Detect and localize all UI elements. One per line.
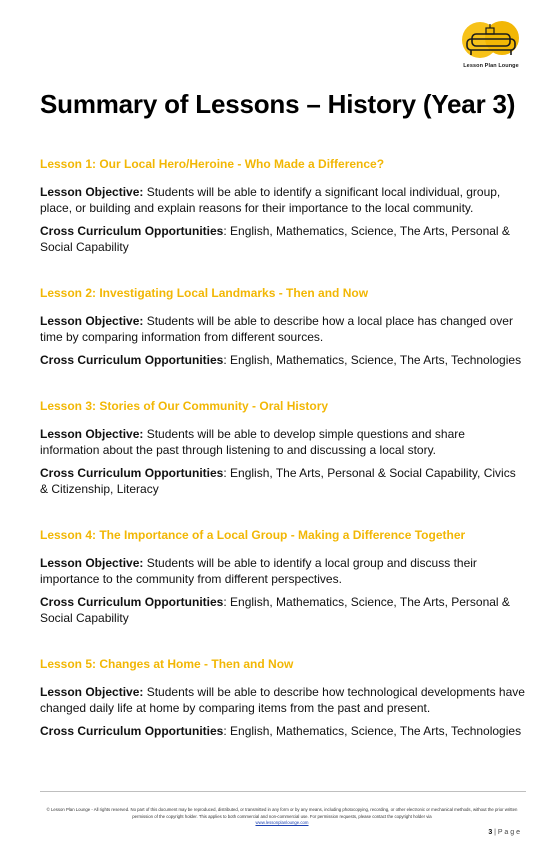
lesson-item bbox=[40, 398, 526, 497]
objective-text: Students will be able to describe how technological developments have changed daily life at home by comparing items from the past and present. bbox=[40, 685, 525, 715]
lesson-cross-curriculum bbox=[40, 594, 526, 626]
objective-label: Lesson Objective: bbox=[40, 556, 144, 570]
cross-text: : English, Mathematics, Science, The Arts, Personal & Social Capability bbox=[40, 595, 510, 625]
footer-website-link[interactable]: www.lessonplanlounge.com bbox=[255, 820, 309, 825]
lesson-cross-curriculum bbox=[40, 223, 526, 255]
lesson-objective bbox=[40, 684, 526, 716]
objective-text: Students will be able to develop simple questions and share information about the past through listening to and discussing a local story. bbox=[40, 427, 465, 457]
lesson-cross-curriculum bbox=[40, 465, 526, 497]
objective-text: Students will be able to identify a local group and discuss their importance to the community from different perspectives. bbox=[40, 556, 477, 586]
lesson-item bbox=[40, 285, 526, 368]
objective-label: Lesson Objective: bbox=[40, 685, 144, 699]
cross-text: : English, Mathematics, Science, The Arts, Technologies bbox=[223, 724, 522, 738]
copyright-text: © Lesson Plan Lounge - All rights reserved. No part of this document may be reproduced, distributed, or transmitted in any form or by any means, including photocopying, recording, or other electronic or mechanical methods, without the prior written permission of the copyright holder. This applies to both commercial and non-commercial use. For permission requests, please contact the copyright holder via bbox=[46, 807, 518, 819]
sofa-icon bbox=[458, 20, 524, 62]
page-number-value: 3 bbox=[488, 829, 493, 836]
lesson-objective bbox=[40, 555, 526, 587]
cross-label: Cross Curriculum Opportunities bbox=[40, 353, 224, 367]
lesson-item bbox=[40, 656, 526, 739]
lesson-heading: Lesson 1: Our Local Hero/Heroine - Who Made a Difference? bbox=[40, 157, 385, 171]
cross-text: : English, The Arts, Personal & Social Capability, Civics & Citizenship, Literacy bbox=[40, 466, 516, 496]
page-title: Summary of Lessons – History (Year 3) bbox=[40, 89, 516, 119]
brand-logo bbox=[458, 20, 524, 74]
lesson-heading: Lesson 2: Investigating Local Landmarks - Then and Now bbox=[40, 286, 369, 300]
cross-label: Cross Curriculum Opportunities bbox=[40, 595, 224, 609]
page-number bbox=[488, 829, 520, 836]
objective-label: Lesson Objective: bbox=[40, 314, 144, 328]
objective-label: Lesson Objective: bbox=[40, 427, 144, 441]
cross-label: Cross Curriculum Opportunities bbox=[40, 466, 224, 480]
objective-text: Students will be able to identify a significant local individual, group, place, or building and explain reasons for their importance to the local community. bbox=[40, 185, 501, 215]
footer-copyright bbox=[44, 807, 520, 827]
lesson-item bbox=[40, 527, 526, 626]
lesson-item bbox=[40, 156, 526, 255]
brand-name: Lesson Plan Lounge bbox=[463, 63, 519, 69]
cross-label: Cross Curriculum Opportunities bbox=[40, 724, 224, 738]
cross-label: Cross Curriculum Opportunities bbox=[40, 224, 224, 238]
lesson-heading: Lesson 4: The Importance of a Local Group - Making a Difference Together bbox=[40, 528, 466, 542]
lesson-cross-curriculum bbox=[40, 352, 526, 368]
cross-text: : English, Mathematics, Science, The Arts, Technologies bbox=[223, 353, 522, 367]
lesson-objective bbox=[40, 426, 526, 458]
objective-label: Lesson Objective: bbox=[40, 185, 144, 199]
page-number-label: | P a g e bbox=[494, 829, 520, 836]
lesson-list bbox=[40, 156, 526, 746]
lesson-heading: Lesson 3: Stories of Our Community - Oral History bbox=[40, 399, 329, 413]
footer-divider bbox=[40, 791, 526, 792]
cross-text: : English, Mathematics, Science, The Arts, Personal & Social Capability bbox=[40, 224, 510, 254]
lesson-objective bbox=[40, 184, 526, 216]
lesson-cross-curriculum bbox=[40, 723, 526, 739]
lesson-objective bbox=[40, 313, 526, 345]
lesson-heading: Lesson 5: Changes at Home - Then and Now bbox=[40, 657, 294, 671]
objective-text: Students will be able to describe how a local place has changed over time by comparing information from different sources. bbox=[40, 314, 513, 344]
